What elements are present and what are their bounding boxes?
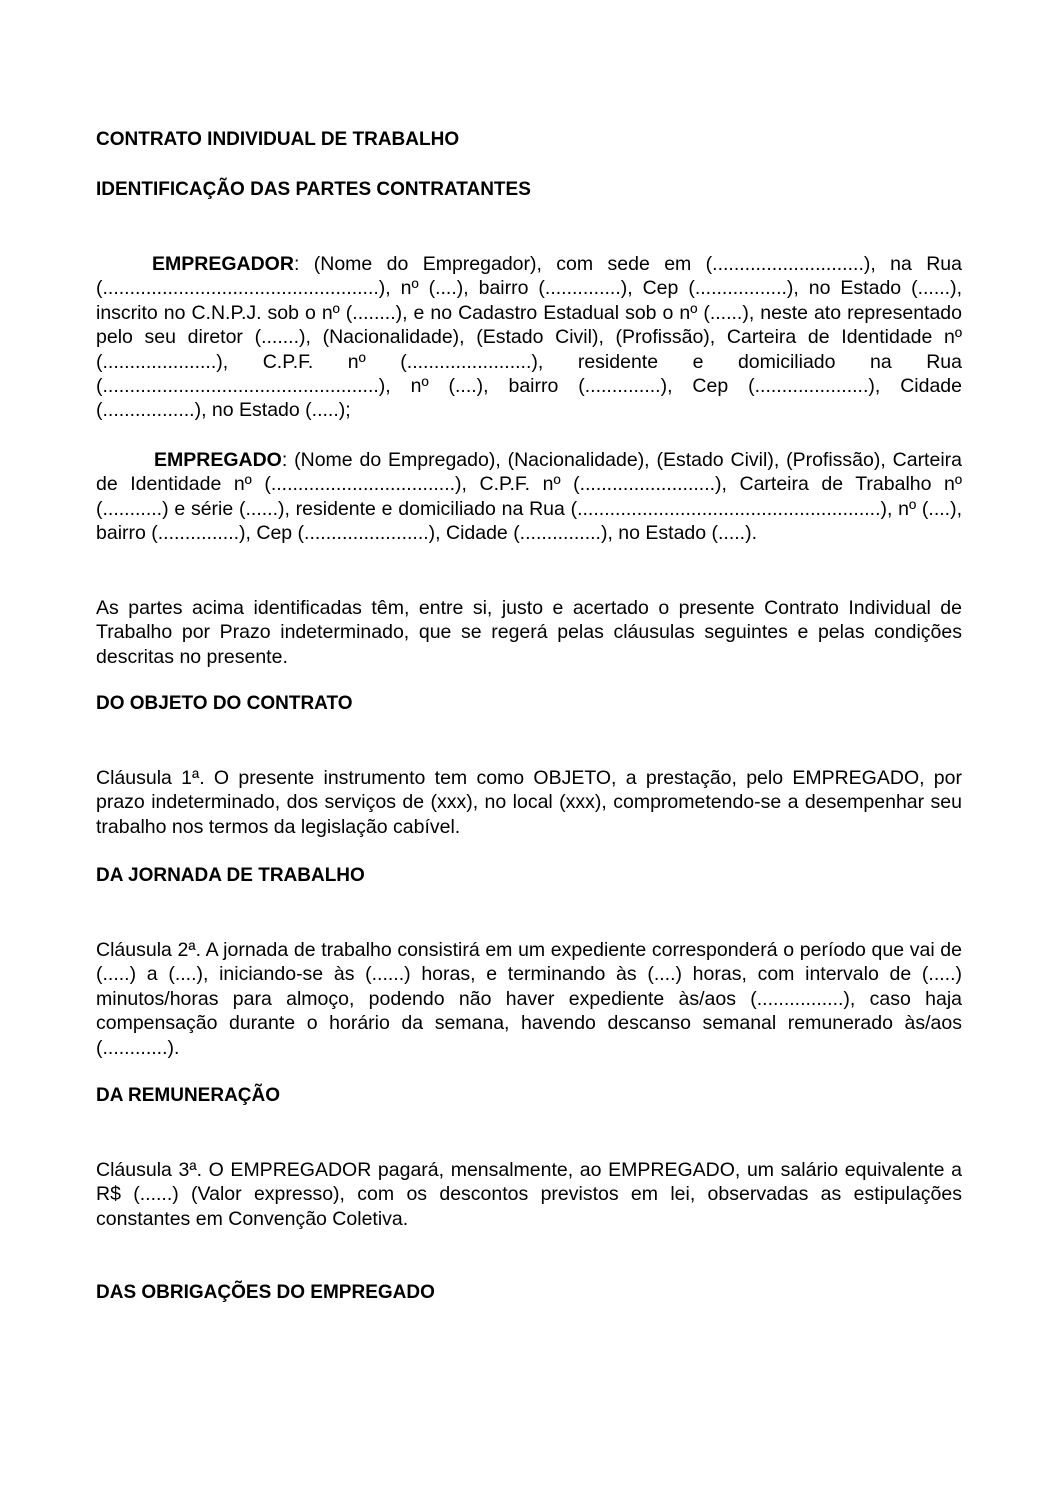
employer-label: EMPREGADOR [152,253,294,275]
employer-paragraph [96,252,962,423]
section-heading-jornada: DA JORNADA DE TRABALHO [96,865,365,886]
employee-text: : (Nome do Empregado), (Nacionalidade), (Estado Civil), (Profissão), Carteira de Identidade nº (..................................), C.P.F. nº (.........................), Carteira de Trabalho nº (...........) e série (......), residente e domiciliado na Rua (........................................................), nº (....), bairro (...............), Cep (.......................), Cidade (...............), no Estado (.....). [96,449,962,545]
intro-paragraph: As partes acima identificadas têm, entre si, justo e acertado o presente Contrato Individual de Trabalho por Prazo indeterminado, que se regerá pelas cláusulas seguintes e pelas condições descritas no presente. [96,597,962,668]
clause-2: Cláusula 2ª. A jornada de trabalho consistirá em um expediente corresponderá o período que vai de (.....) a (....), iniciando-se às (......) horas, e terminando às (....) horas, com intervalo de (.....) minutos/horas para almoço, podendo não haver expediente às/aos (................), caso haja compensação durante o horário da semana, havendo descanso semanal remunerado às/aos (............). [96,939,962,1059]
section-heading-objeto: DO OBJETO DO CONTRATO [96,693,353,714]
parties-heading: IDENTIFICAÇÃO DAS PARTES CONTRATANTES [96,179,531,200]
employee-paragraph [96,448,962,546]
clause-1: Cláusula 1ª. O presente instrumento tem como OBJETO, a prestação, pelo EMPREGADO, por prazo indeterminado, dos serviços de (xxx), no local (xxx), comprometendo-se a desempenhar seu trabalho nos termos da legislação cabível. [96,767,962,838]
document-page [96,0,962,1497]
employer-text: : (Nome do Empregador), com sede em (............................), na Rua (...................................................), nº (....), bairro (..............), Cep (.................), no Estado (......), inscrito no C.N.P.J. sob o nº (........), e no Cadastro Estadual sob o nº (......), neste ato representado pelo seu diretor (.......), (Nacionalidade), (Estado Civil), (Profissão), Carteira de Identidade nº (.....................), C.P.F. nº (.......................), residente e domiciliado na Rua (...................................................), nº (....), bairro (..............), Cep (.....................), Cidade (.................), no Estado (.....); [96,253,962,422]
document-title: CONTRATO INDIVIDUAL DE TRABALHO [96,129,460,150]
section-heading-obrigacoes: DAS OBRIGAÇÕES DO EMPREGADO [96,1282,435,1303]
clause-3: Cláusula 3ª. O EMPREGADOR pagará, mensalmente, ao EMPREGADO, um salário equivalente a R$ (......) (Valor expresso), com os descontos previstos em lei, observadas as estipulações constantes em Convenção Coletiva. [96,1159,962,1230]
section-heading-remuneracao: DA REMUNERAÇÃO [96,1085,281,1106]
employee-label: EMPREGADO [154,449,282,471]
